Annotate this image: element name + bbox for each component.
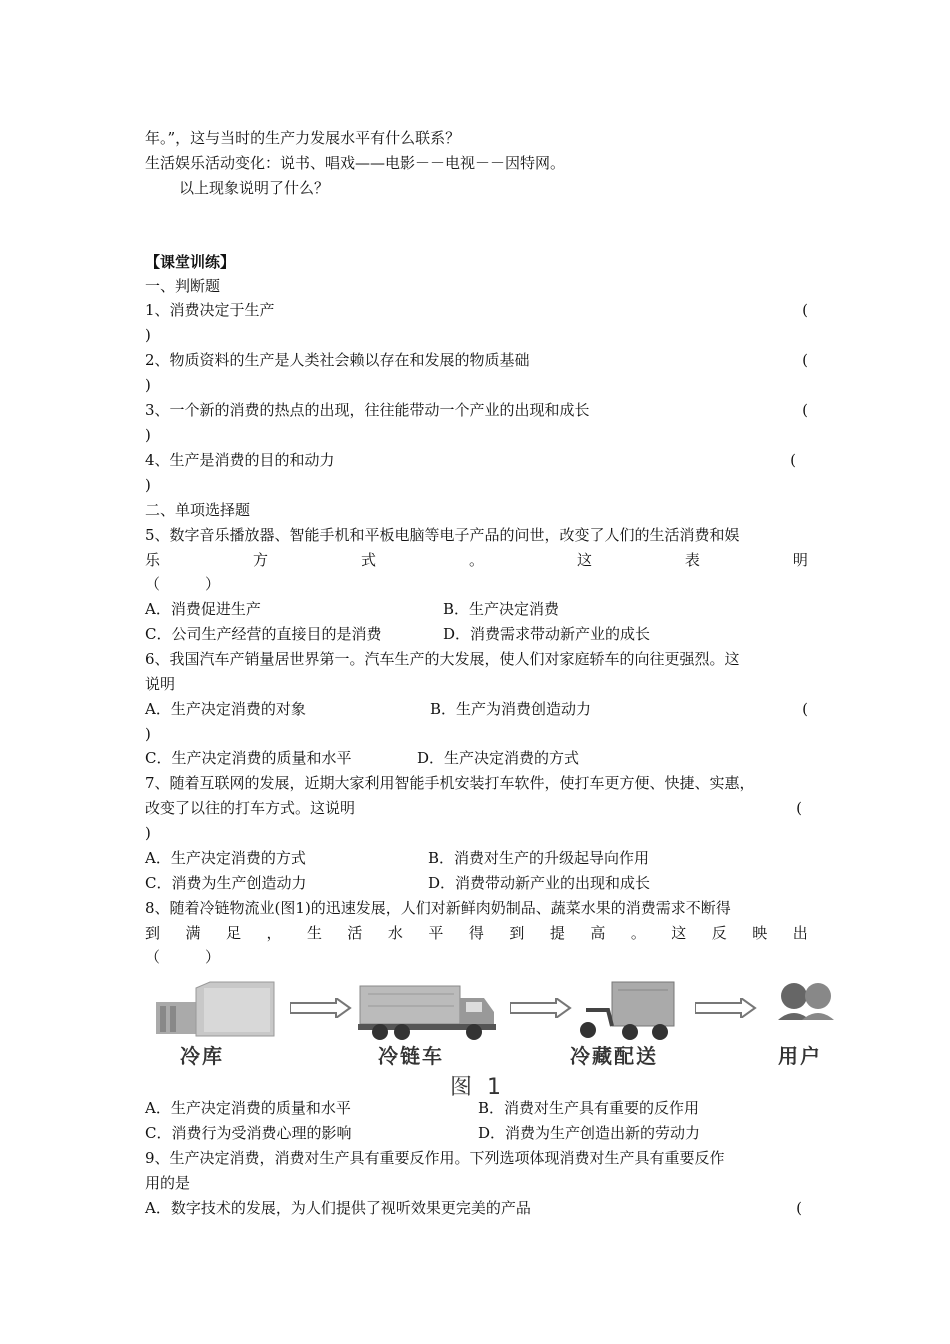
q8-option-b: B．消费对生产具有重要的反作用 — [478, 1099, 700, 1117]
truck-icon — [358, 980, 498, 1042]
answer-paren-open: ( — [802, 351, 808, 369]
q6-options-row-2 — [145, 746, 808, 770]
q9-option-a: A．数字技术的发展，为人们提供了视听效果更完美的产品 — [145, 1199, 531, 1217]
q8-options-row-2 — [145, 1121, 808, 1145]
caption-reefer-truck: 冷链车 — [378, 1044, 444, 1068]
warehouse-icon — [156, 980, 276, 1040]
caption-user: 用户 — [778, 1044, 822, 1068]
q5-stem-line-1: 5、数字音乐播放器、智能手机和平板电脑等电子产品的问世，改变了人们的生活消费和娱 — [145, 526, 740, 544]
answer-paren-close: ) — [145, 824, 151, 842]
part2-title: 二、单项选择题 — [145, 501, 251, 519]
q9-stem-line-1: 9、生产决定消费，消费对生产具有重要反作用。下列选项体现消费对生产具有重要反作 — [145, 1149, 725, 1167]
q5-answer-blank: （ ） — [145, 575, 221, 593]
answer-paren-close: ) — [145, 376, 151, 394]
q6-options-row-1 — [145, 697, 808, 721]
q6-stem-line-1: 6、我国汽车产销量居世界第一。汽车生产的大发展，使人们对家庭轿车的向往更强烈。这 — [145, 650, 740, 668]
answer-paren-open: ( — [790, 451, 796, 469]
judge-question-2: 2、物质资料的生产是人类社会赖以存在和发展的物质基础 ( — [145, 348, 808, 372]
q7-stem-line-1: 7、随着互联网的发展，近期大家利用智能手机安装打车软件，使打车更方便、快捷、实惠， — [145, 774, 755, 792]
answer-paren-open: ( — [796, 1199, 802, 1217]
intro-line-3: 以上现象说明了什么？ — [179, 179, 330, 197]
answer-paren-close: ) — [145, 725, 151, 743]
q6-option-b: B．生产为消费创造动力 — [430, 700, 592, 718]
section-title: 【课堂训练】 — [145, 253, 236, 271]
answer-paren-open: ( — [802, 401, 808, 419]
caption-cold-delivery: 冷藏配送 — [570, 1044, 658, 1068]
q7-option-a: A．生产决定消费的方式 — [145, 849, 306, 867]
caption-cold-storage: 冷库 — [180, 1044, 224, 1068]
tricycle-icon — [578, 980, 678, 1042]
q6-option-a: A．生产决定消费的对象 — [145, 700, 306, 718]
q7-option-b: B．消费对生产的升级起导向作用 — [428, 849, 650, 867]
answer-paren-close: ) — [145, 426, 151, 444]
q9-options-row-1 — [145, 1196, 808, 1220]
intro-line-2: 生活娱乐活动变化：说书、唱戏——电影－－电视－－因特网。 — [145, 154, 566, 172]
figure-title: 图 1 — [450, 1075, 505, 1100]
q5-option-d: D．消费需求带动新产业的成长 — [443, 625, 651, 643]
q6-option-d: D．生产决定消费的方式 — [417, 749, 580, 767]
q5-option-c: C．公司生产经营的直接目的是消费 — [145, 625, 382, 643]
q9-stem-line-2: 用的是 — [145, 1174, 191, 1192]
answer-paren-close: ) — [145, 326, 151, 344]
q8-options-row-1 — [145, 1096, 808, 1120]
q5-options-row-1 — [145, 597, 808, 621]
q5-option-a: A．消费促进生产 — [145, 600, 261, 618]
q5-options-row-2 — [145, 622, 808, 646]
arrow-right-icon — [695, 998, 757, 1018]
users-icon — [772, 980, 840, 1020]
q8-option-d: D．消费为生产创造出新的劳动力 — [478, 1124, 701, 1142]
q7-option-c: C．消费为生产创造动力 — [145, 874, 307, 892]
q5-stem-line-2: 乐 方 式 。 这 表 明 — [145, 551, 808, 569]
q8-option-a: A．生产决定消费的质量和水平 — [145, 1099, 351, 1117]
q7-stem-line-2: 改变了以往的打车方式。这说明 ( — [145, 796, 808, 820]
part1-title: 一、判断题 — [145, 277, 221, 295]
arrow-right-icon — [510, 998, 572, 1018]
judge-question-1: 1、消费决定于生产 ( — [145, 298, 808, 322]
judge-question-4: 4、生产是消费的目的和动力 ( — [145, 448, 808, 472]
judge-question-3: 3、一个新的消费的热点的出现，往往能带动一个产业的出现和成长 ( — [145, 398, 808, 422]
answer-paren-close: ) — [145, 476, 151, 494]
q7-option-d: D．消费带动新产业的出现和成长 — [428, 874, 651, 892]
q8-stem-line-1: 8、随着冷链物流业(图1)的迅速发展，人们对新鲜肉奶制品、蔬菜水果的消费需求不断得 — [145, 899, 731, 917]
q8-answer-blank: （ ） — [145, 948, 221, 966]
arrow-right-icon — [290, 998, 352, 1018]
answer-paren-open: ( — [802, 700, 808, 718]
intro-line-1: 年。”，这与当时的生产力发展水平有什么联系？ — [145, 129, 461, 147]
q7-options-row-2 — [145, 871, 808, 895]
answer-paren-open: ( — [802, 301, 808, 319]
q7-options-row-1 — [145, 846, 808, 870]
q5-option-b: B．生产决定消费 — [443, 600, 560, 618]
answer-paren-open: ( — [796, 799, 802, 817]
q6-stem-line-2: 说明 — [145, 675, 176, 693]
q8-option-c: C．消费行为受消费心理的影响 — [145, 1124, 352, 1142]
q6-option-c: C．生产决定消费的质量和水平 — [145, 749, 352, 767]
q8-stem-line-2: 到 满 足 ， 生 活 水 平 得 到 提 高 。 这 反 映 出 — [145, 924, 808, 942]
cold-chain-figure — [150, 980, 840, 1100]
